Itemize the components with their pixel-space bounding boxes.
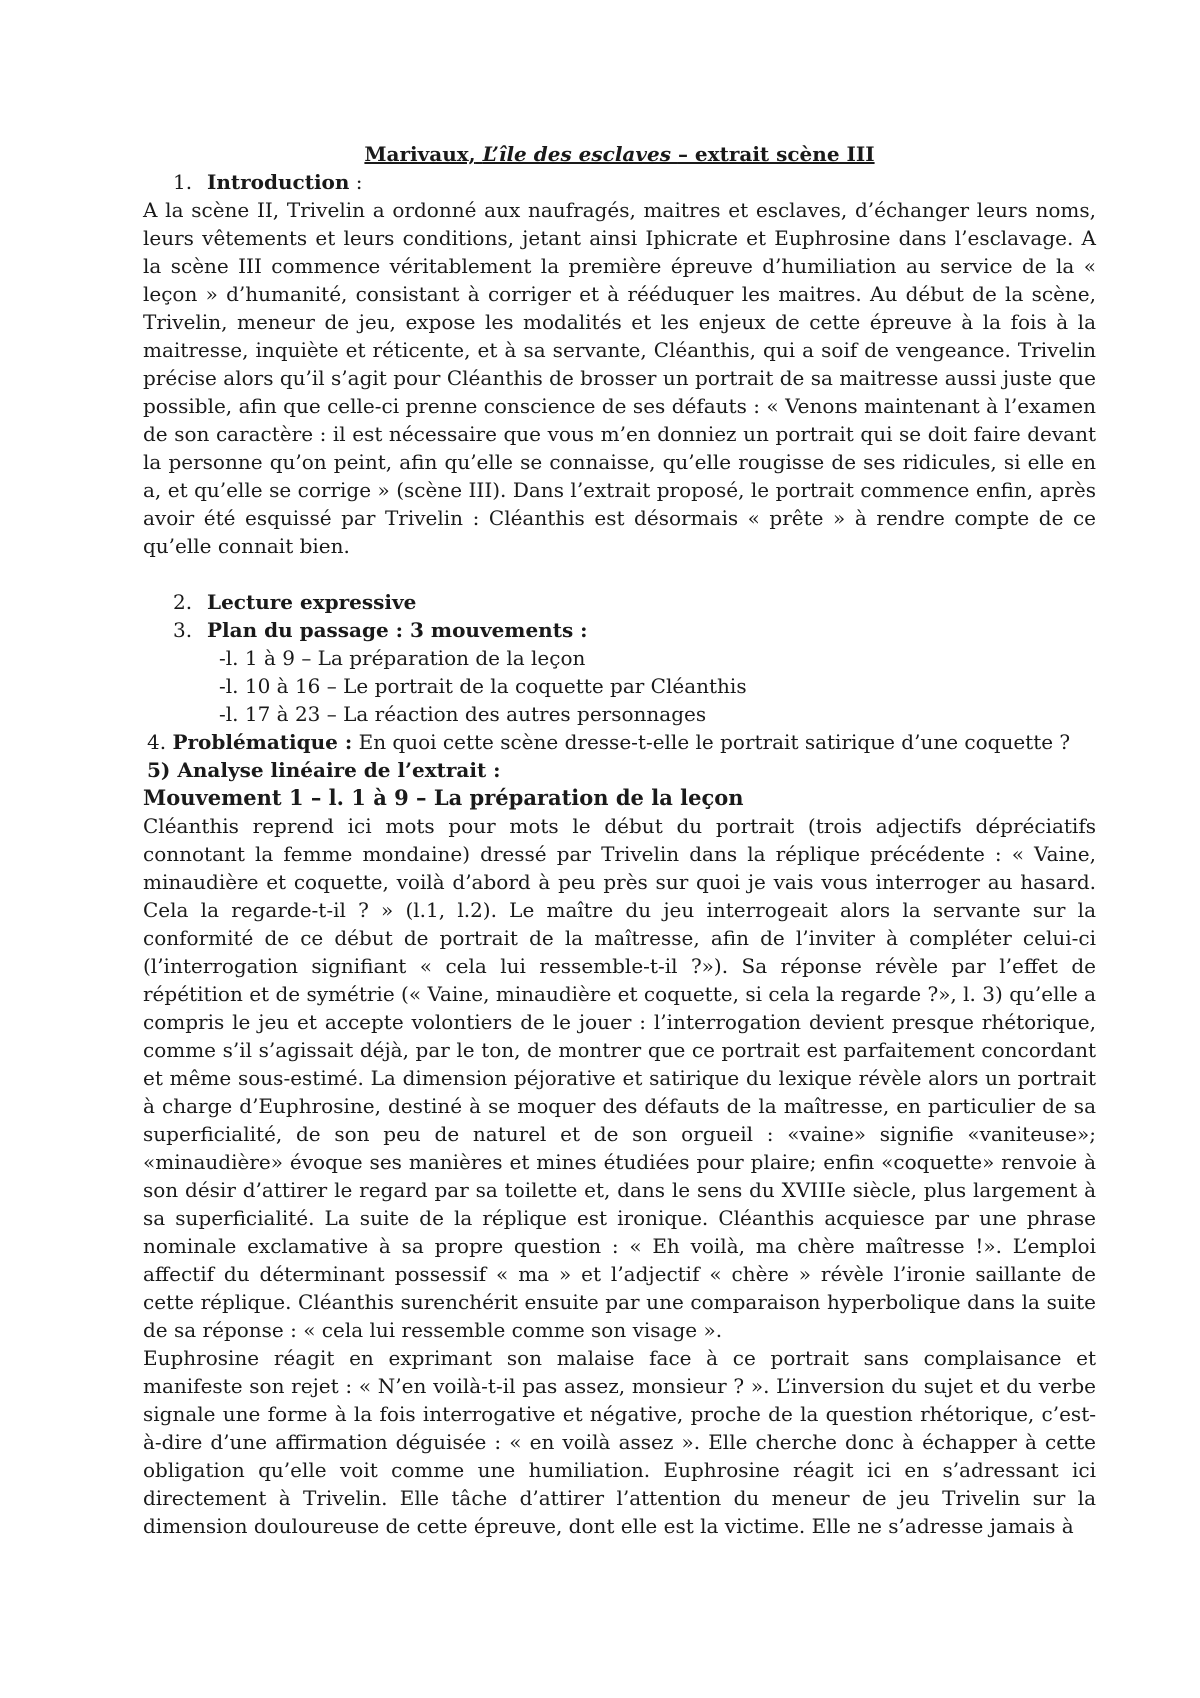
problematique-text: En quoi cette scène dresse-t-elle le portrait satirique d’une coquette ? — [352, 730, 1071, 754]
section-label: Lecture expressive — [207, 590, 417, 614]
section-label: Introduction — [207, 170, 350, 194]
section-number: 3. — [173, 618, 193, 642]
section-number: 2. — [173, 590, 193, 614]
title-author: Marivaux, — [364, 142, 476, 166]
section-problematique — [143, 728, 1096, 756]
section-label: Plan du passage : 3 mouvements : — [207, 618, 588, 642]
list-item: -l. 1 à 9 – La préparation de la leçon — [219, 646, 586, 670]
blank-line — [143, 560, 1096, 588]
list-item: -l. 10 à 16 – Le portrait de la coquette par Cléanthis — [219, 674, 747, 698]
section-number: 1. — [173, 170, 193, 194]
document-title — [143, 140, 1096, 168]
section-number: 4. — [147, 730, 167, 754]
title-rest: – extrait scène III — [677, 142, 875, 166]
introduction-paragraph: A la scène II, Trivelin a ordonné aux naufragés, maitres et esclaves, d’échanger leurs noms, leurs vêtements et leurs conditions, jetant ainsi Iphicrate et Euphrosine dans l’esclavage. A la scène III commence véritablement la première épreuve d’humiliation au service de la « leçon » d’humanité, consistant à corriger et à rééduquer les maitres. Au début de la scène, Trivelin, meneur de jeu, expose les modalités et les enjeux de cette épreuve à la fois à la maitresse, inquiète et réticente, et à sa servante, Cléanthis, qui a soif de vengeance. Trivelin précise alors qu’il s’agit pour Cléanthis de brosser un portrait de sa maitresse aussi juste que possible, afin que celle-ci prenne conscience de ses défauts : « Venons maintenant à l’examen de son caractère : il est nécessaire que vous m’en donniez un portrait qui se doit faire devant la personne qu’on peint, afin qu’elle se connaisse, qu’elle rougisse de ses ridicules, si elle en a, et qu’elle se corrige » (scène III). Dans l’extrait proposé, le portrait commence enfin, après avoir été esquissé par Trivelin : Cléanthis est désormais « prête » à rendre compte de ce qu’elle connait bien. — [143, 198, 1096, 558]
mouvement-heading: Mouvement 1 – l. 1 à 9 – La préparation de la leçon — [143, 785, 744, 810]
section-label: Problématique : — [172, 730, 353, 754]
title-work: L’île des esclaves — [482, 142, 671, 166]
section-analyse-heading: 5) Analyse linéaire de l’extrait : — [147, 758, 501, 782]
plan-list — [143, 644, 1096, 728]
section-introduction-heading — [143, 168, 1096, 196]
analysis-paragraph: Cléanthis reprend ici mots pour mots le début du portrait (trois adjectifs dépréciatifs connotant la femme mondaine) dressé par Trivelin dans la réplique précédente : « Vaine, minaudière et coquette, voilà d’abord à peu près sur quoi je vais vous interroger au hasard. Cela la regarde-t-il ? » (l.1, l.2). Le maître du jeu interrogeait alors la servante sur la conformité de ce début de portrait de la maîtresse, afin de l’inviter à compléter celui-ci (l’interrogation signifiant « cela lui ressemble-t-il ?»). Sa réponse révèle par l’effet de répétition et de symétrie (« Vaine, minaudière et coquette, si cela la regarde ?», l. 3) qu’elle a compris le jeu et accepte volontiers de le jouer : l’interrogation devient presque rhétorique, comme s’il s’agissait déjà, par le ton, de montrer que ce portrait est parfaitement concordant et même sous-estimé. La dimension péjorative et satirique du lexique révèle alors un portrait à charge d’Euphrosine, destiné à se moquer des défauts de la maîtresse, en particulier de sa superficialité, de son peu de naturel et de son orgueil : «vaine» signifie «vaniteuse»; «minaudière» évoque ses manières et mines étudiées pour plaire; enfin «coquette» renvoie à son désir d’attirer le regard par sa toilette et, dans le sens du XVIIIe siècle, plus largement à sa superficialité. La suite de la réplique est ironique. Cléanthis acquiesce par une phrase nominale exclamative à sa propre question : « Eh voilà, ma chère maîtresse !». L’emploi affectif du déterminant possessif « ma » et l’adjectif « chère » révèle l’ironie saillante de cette réplique. Cléanthis surenchérit ensuite par une comparaison hyperbolique dans la suite de sa réponse : « cela lui ressemble comme son visage ». — [143, 814, 1096, 1342]
section-lecture-heading — [143, 588, 1096, 616]
section-colon: : — [349, 170, 363, 194]
analysis-paragraph: Euphrosine réagit en exprimant son malaise face à ce portrait sans complaisance et manifeste son rejet : « N’en voilà-t-il pas assez, monsieur ? ». L’inversion du sujet et du verbe signale une forme à la fois interrogative et négative, proche de la question rhétorique, c’est-à-dire d’une affirmation déguisée : « en voilà assez ». Elle cherche donc à échapper à cette obligation qu’elle voit comme une humiliation. Euphrosine réagit ici en s’adressant ici directement à Trivelin. Elle tâche d’attirer l’attention du meneur de jeu Trivelin sur la dimension douloureuse de cette épreuve, dont elle est la victime. Elle ne s’adresse jamais à — [143, 1346, 1096, 1538]
list-item: -l. 17 à 23 – La réaction des autres personnages — [219, 702, 707, 726]
section-plan-heading — [143, 616, 1096, 644]
